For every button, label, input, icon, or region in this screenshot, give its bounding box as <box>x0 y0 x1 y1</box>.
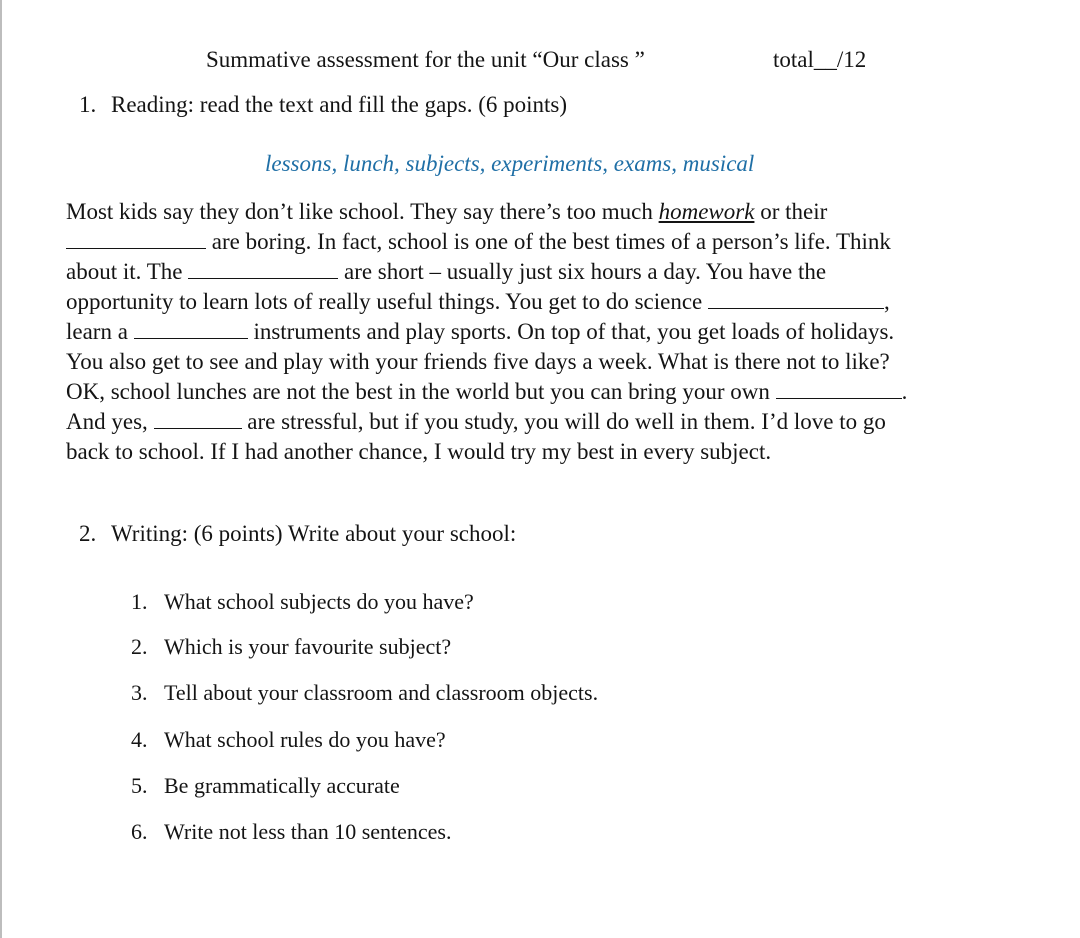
text-segment: opportunity to learn lots of really useful things. You get to do science <box>66 289 708 314</box>
text-segment: . <box>901 379 908 404</box>
question-text: Tell about your classroom and classroom objects. <box>164 680 599 705</box>
total-score: total__/12 <box>773 47 867 72</box>
text-segment: , <box>884 289 890 314</box>
question-number: 1. <box>131 589 148 614</box>
gap-2[interactable] <box>188 258 338 279</box>
question-text: Be grammatically accurate <box>164 773 400 798</box>
assessment-title: Summative assessment for the unit “Our class ” <box>206 47 645 72</box>
gap-3[interactable] <box>708 288 884 309</box>
question-number: 2. <box>131 634 148 659</box>
text-segment: about it. The <box>66 259 189 284</box>
question-item <box>131 727 446 753</box>
text-segment: OK, school lunches are not the best in the world but you can bring your own <box>66 379 776 404</box>
reading-heading-text: Reading: read the text and fill the gaps. (6 points) <box>111 92 568 117</box>
example-answer-homework: homework <box>658 199 755 224</box>
gap-4[interactable] <box>134 318 248 339</box>
word-bank: lessons, lunch, subjects, experiments, exams, musical <box>265 151 755 176</box>
question-number: 5. <box>131 773 148 798</box>
gap-6[interactable] <box>154 408 242 429</box>
text-line-9: back to school. If I had another chance, I would try my best in every subject. <box>66 439 772 464</box>
text-segment: are stressful, but if you study, you will do well in them. I’d love to go <box>241 409 886 434</box>
question-text: What school rules do you have? <box>164 727 446 752</box>
text-line-2 <box>66 227 891 257</box>
question-number: 6. <box>131 819 148 844</box>
text-segment: Most kids say they don’t like school. They say there’s too much <box>66 199 659 224</box>
writing-heading-text: Writing: (6 points) Write about your school: <box>111 521 517 546</box>
question-item <box>131 589 474 615</box>
gap-5[interactable] <box>776 378 902 399</box>
text-line-4 <box>66 287 890 317</box>
question-item <box>131 634 451 660</box>
text-segment: And yes, <box>66 409 154 434</box>
text-line-6: You also get to see and play with your friends five days a week. What is there not to like? <box>66 349 890 374</box>
writing-heading <box>79 521 516 547</box>
question-item <box>131 680 598 706</box>
text-segment: instruments and play sports. On top of that, you get loads of holidays. <box>247 319 895 344</box>
question-number: 4. <box>131 727 148 752</box>
question-number: 3. <box>131 680 148 705</box>
gap-1[interactable] <box>66 228 206 249</box>
text-line-8 <box>66 407 886 437</box>
text-segment: are boring. In fact, school is one of the best times of a person’s life. Think <box>206 229 891 254</box>
text-segment: are short – usually just six hours a day. You have the <box>338 259 827 284</box>
question-text: What school subjects do you have? <box>164 589 474 614</box>
question-text: Which is your favourite subject? <box>164 634 452 659</box>
text-line-7 <box>66 377 907 407</box>
question-item <box>131 819 451 845</box>
question-text: Write not less than 10 sentences. <box>164 819 452 844</box>
writing-number: 2. <box>79 521 97 546</box>
reading-number: 1. <box>79 92 97 117</box>
page-left-edge <box>0 0 2 938</box>
text-line-5 <box>66 317 894 347</box>
question-item <box>131 773 400 799</box>
reading-heading <box>79 92 567 118</box>
text-line-3 <box>66 257 826 287</box>
text-segment: learn a <box>66 319 134 344</box>
text-line-1 <box>66 197 827 227</box>
text-segment: or their <box>754 199 828 224</box>
